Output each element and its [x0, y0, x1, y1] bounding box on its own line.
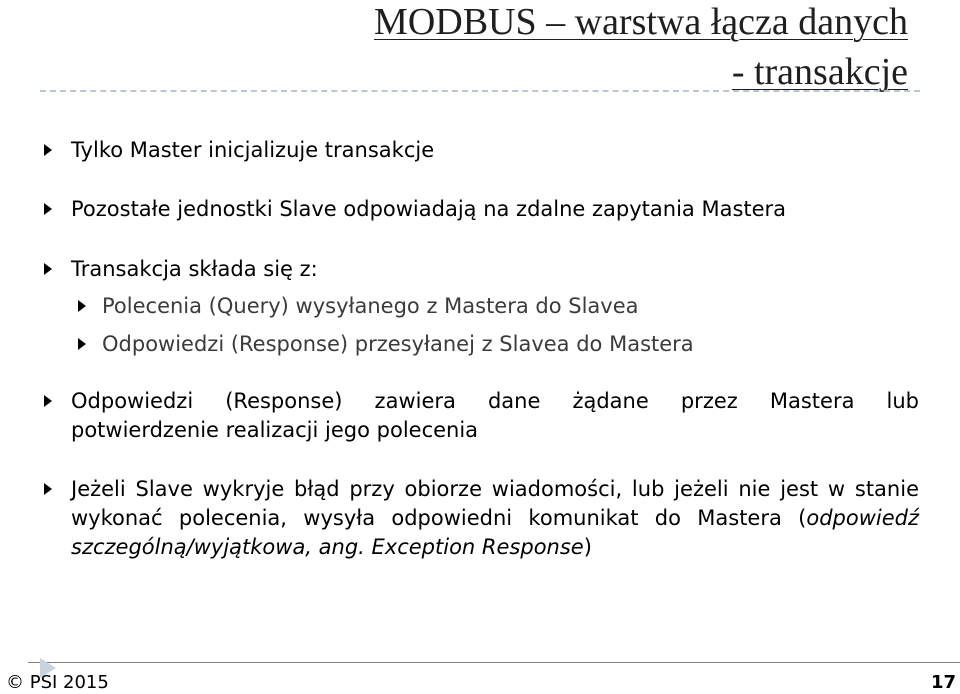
slide-title-line-1: MODBUS – warstwa łącza danych [374, 1, 908, 43]
bullet-arrow-icon [44, 263, 52, 275]
bullet-text: Pozostałe jednostki Slave odpowiadają na zdalne zapytania Mastera [71, 197, 787, 221]
sub-bullet-text: Odpowiedzi (Response) przesyłanej z Slavea do Mastera [102, 332, 694, 356]
footer-divider [28, 662, 960, 663]
bullet-text: Jeżeli Slave wykryje błąd przy obiorze wiadomości, lub jeżeli nie jest w stanie [71, 477, 919, 501]
title-divider [40, 90, 920, 92]
slide-title-line-2: - transakcje [731, 51, 908, 93]
slide-title [374, 0, 908, 94]
bullet-arrow-icon [44, 483, 52, 495]
bullet-text: Tylko Master inicjalizuje transakcje [71, 138, 435, 162]
page-number: 17 [930, 672, 956, 693]
bullet-text-italic: szczególną/wyjątkowa, ang. Exception Response [71, 535, 584, 559]
footer-copyright: © PSI 2015 [6, 672, 109, 693]
bullet-arrow-icon [44, 144, 52, 156]
bullet-arrow-icon [44, 395, 52, 407]
bullet-text-segment: ) [583, 535, 592, 559]
sub-bullet-arrow-icon [78, 300, 86, 312]
bullet-text: Transakcja składa się z: [71, 257, 318, 281]
bullet-text-italic: odpowiedź [806, 506, 919, 530]
bullet-text-continued [71, 532, 592, 562]
sub-bullet-text: Polecenia (Query) wysyłanego z Mastera do Slavea [102, 294, 639, 318]
bullet-text-segment: wykonać polecenia, wysyła odpowiedni komunikat do Mastera ( [71, 506, 807, 530]
bullet-text: Odpowiedzi (Response) zawiera dane żądane przez Mastera lub [71, 389, 919, 413]
bullet-text-continued [71, 503, 919, 533]
bullet-arrow-icon [44, 203, 52, 215]
sub-bullet-arrow-icon [78, 338, 86, 350]
bullet-text-continued: potwierdzenie realizacji jego polecenia [71, 418, 479, 442]
